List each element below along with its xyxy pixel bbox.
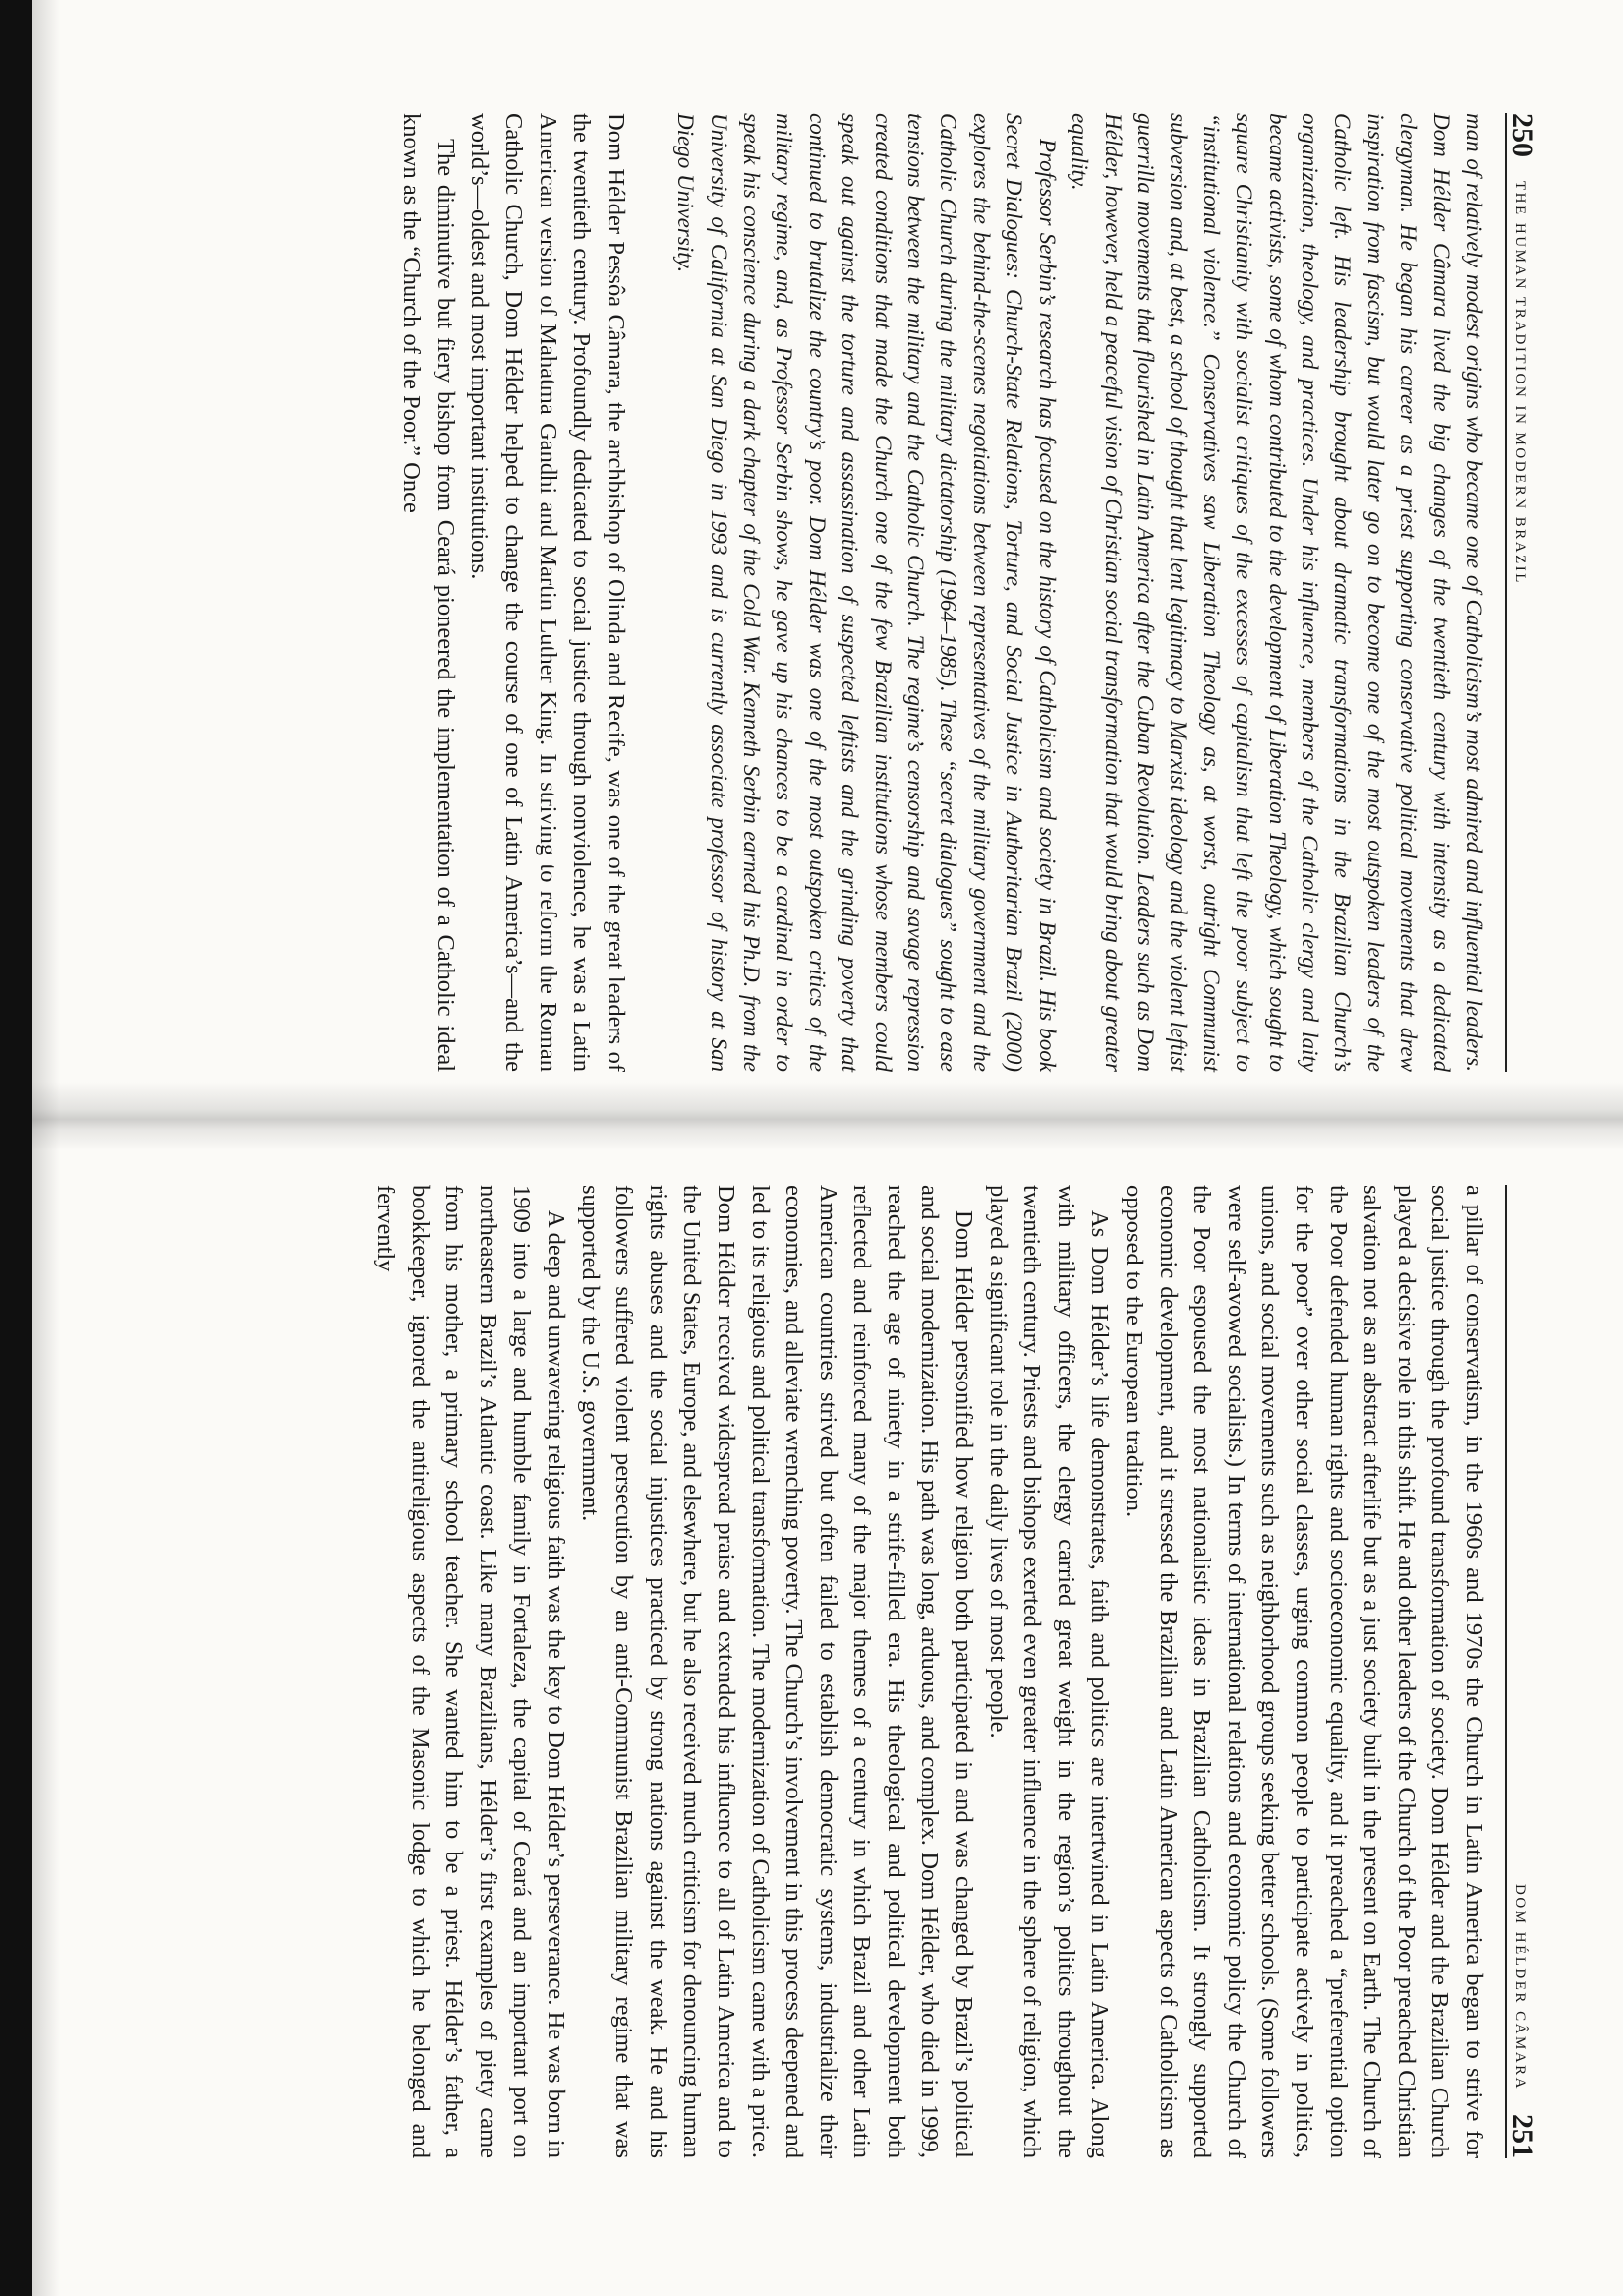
section-spacer [632, 113, 669, 1072]
right-page [0, 1141, 1623, 2296]
body-paragraph: The diminutive but fiery bishop from Ceará pioneered the implementation of a Catholic ideal known as the “Church of the Poor.” Once [398, 113, 459, 1072]
scan-edge-band [0, 0, 32, 2296]
left-page [0, 0, 1623, 1121]
left-running-head [1505, 113, 1546, 1072]
body-paragraph: Dom Hélder Pessôa Câmara, the archbishop of Olinda and Recife, was one of the great leaders of the twentieth century. Profoundly dedicated to social justice through nonviolence, he was a Latin American version of Mahatma Gandhi and Martin Luther King. In striving to reform the Roman Catholic Church, Dom Hélder helped to change the course of one of Latin America’s—and the world’s—oldest and most important institutions. [466, 113, 629, 1072]
chapter-body [394, 113, 632, 1072]
bio-paragraph: Professor Serbin’s research has focused on the history of Catholicism and society in Brazil. His book Secret Dialogues: Church-State Relations, Torture, and Social Justice in Authoritarian Brazil (2000) explores the behind-the-scenes negotiations between representatives of the military government and the Catholic Church during the military dictatorship (1964–1985). These “secret dialogues” sought to ease tensions between the military and the Catholic Church. The regime’s censorship and savage repression created conditions that made the Church one of the few Brazilian institutions whose members could speak out against the torture and assassination of suspected leftists and the grinding poverty that continued to brutalize the country’s poor. Dom Hélder was one of the most outspoken critics of the military regime, and, as Professor Serbin shows, he gave up his chances to be a cardinal in order to speak his conscience during a dark chapter of the Cold War. Kenneth Serbin earned his Ph.D. from the University of California at San Diego in 1993 and is currently associate professor of history at San Diego University. [673, 113, 1060, 1072]
right-running-head [1505, 1185, 1546, 2158]
body-paragraph: Dom Hélder personified how religion both participated in and was changed by Brazil’s political and social modernization. His path was long, arduous, and complex. Dom Hélder, who died in 1999, reached the age of ninety in a strife-filled era. His theological and political development both reflected and reinforced many of the major themes of a century in which Brazil and other Latin American countries strived but often failed to establish democratic systems, industrialize their economies, and alleviate wrenching poverty. The Church’s involvement in this process deepened and led to its religious and political transformation. The modernization of Catholicism came with a price. Dom Hélder received widespread praise and extended his influence to all of Latin America and to the United States, Europe, and elsewhere, but he also received much criticism for denouncing human rights abuses and the social injustices practiced by strong nations against the weak. He and his followers suffered violent persecution by an anti-Communist Brazilian military regime that was supported by the U.S. government. [576, 1185, 978, 2158]
left-running-title: THE HUMAN TRADITION IN MODERN BRAZIL [1512, 181, 1528, 585]
body-paragraph: As Dom Hélder’s life demonstrates, faith and politics are intertwined in Latin America. Along with military officers, the clergy carried great weight in the region’s politics throughout the twentieth century. Priests and bishops exerted even greater influence in the sphere of religion, which played a significant role in the daily lives of most people. [984, 1185, 1114, 2158]
bio-paragraph: man of relatively modest origins who became one of Catholicism’s most admired and influential leaders. Dom Hélder Câmara lived the big changes of the twentieth century with intensity as a dedicated clergyman. He began his career as a priest supporting conservative political movements that drew inspiration from fascism, but would later go on to become one of the most outspoken leaders of the Catholic left. His leadership brought about dramatic transformations in the Brazilian Church’s organization, theology, and practices. Under his influence, members of the Catholic clergy and laity became activists, some of whom contributed to the development of Liberation Theology, which sought to square Christianity with socialist critiques of the excesses of capitalism that left the poor subject to “institutional violence.” Conservatives saw Liberation Theology as, at worst, outright Communist subversion and, at best, a school of thought that lent legitimacy to Marxist ideology and the violent leftist guerrilla movements that flourished in Latin America after the Cuban Revolution. Leaders such as Dom Hélder, however, held a peaceful vision of Christian social transformation that would bring about greater equality. [1068, 113, 1486, 1072]
left-text-block [394, 113, 1490, 1072]
scan-edge-shadow [32, 0, 60, 2296]
right-page-number: 251 [1506, 2114, 1538, 2158]
right-running-title: DOM HÉLDER CÂMARA [1512, 1883, 1528, 2090]
body-paragraph: A deep and unwavering religious faith was the key to Dom Hélder’s perseverance. He was born in 1909 into a large and humble family in Fortaleza, the capital of Ceará and an important port on northeastern Brazil’s Atlantic coast. Like many Brazilians, Hélder’s first examples of piety came from his mother, a primary school teacher. She wanted him to be a priest. Hélder’s father, a bookkeeper, ignored the antireligious aspects of the Masonic lodge to which he belonged and fervently [373, 1185, 569, 2158]
body-paragraph: a pillar of conservatism, in the 1960s and 1970s the Church in Latin America began to strive for social justice through the profound transformation of society. Dom Hélder and the Brazilian Church played a decisive role in this shift. He and other leaders of the Church of the Poor preached Christian salvation not as an abstract afterlife but as a just society built in the present on Earth. The Church of the Poor defended human rights and socioeconomic equality, and it preached a “preferential option for the poor” over other social classes, urging common people to participate actively in politics, unions, and social movements such as neighborhood groups seeking better schools. (Some followers were self-avowed socialists.) In terms of international relations and economic policy the Church of the Poor espoused the most nationalistic ideas in Brazilian Catholicism. It strongly supported economic development, and it stressed the Brazilian and Latin American aspects of Catholicism as opposed to the European tradition. [1121, 1185, 1487, 2158]
right-text-block [368, 1185, 1490, 2158]
left-page-number: 250 [1506, 113, 1538, 157]
biographical-introduction [669, 113, 1490, 1072]
